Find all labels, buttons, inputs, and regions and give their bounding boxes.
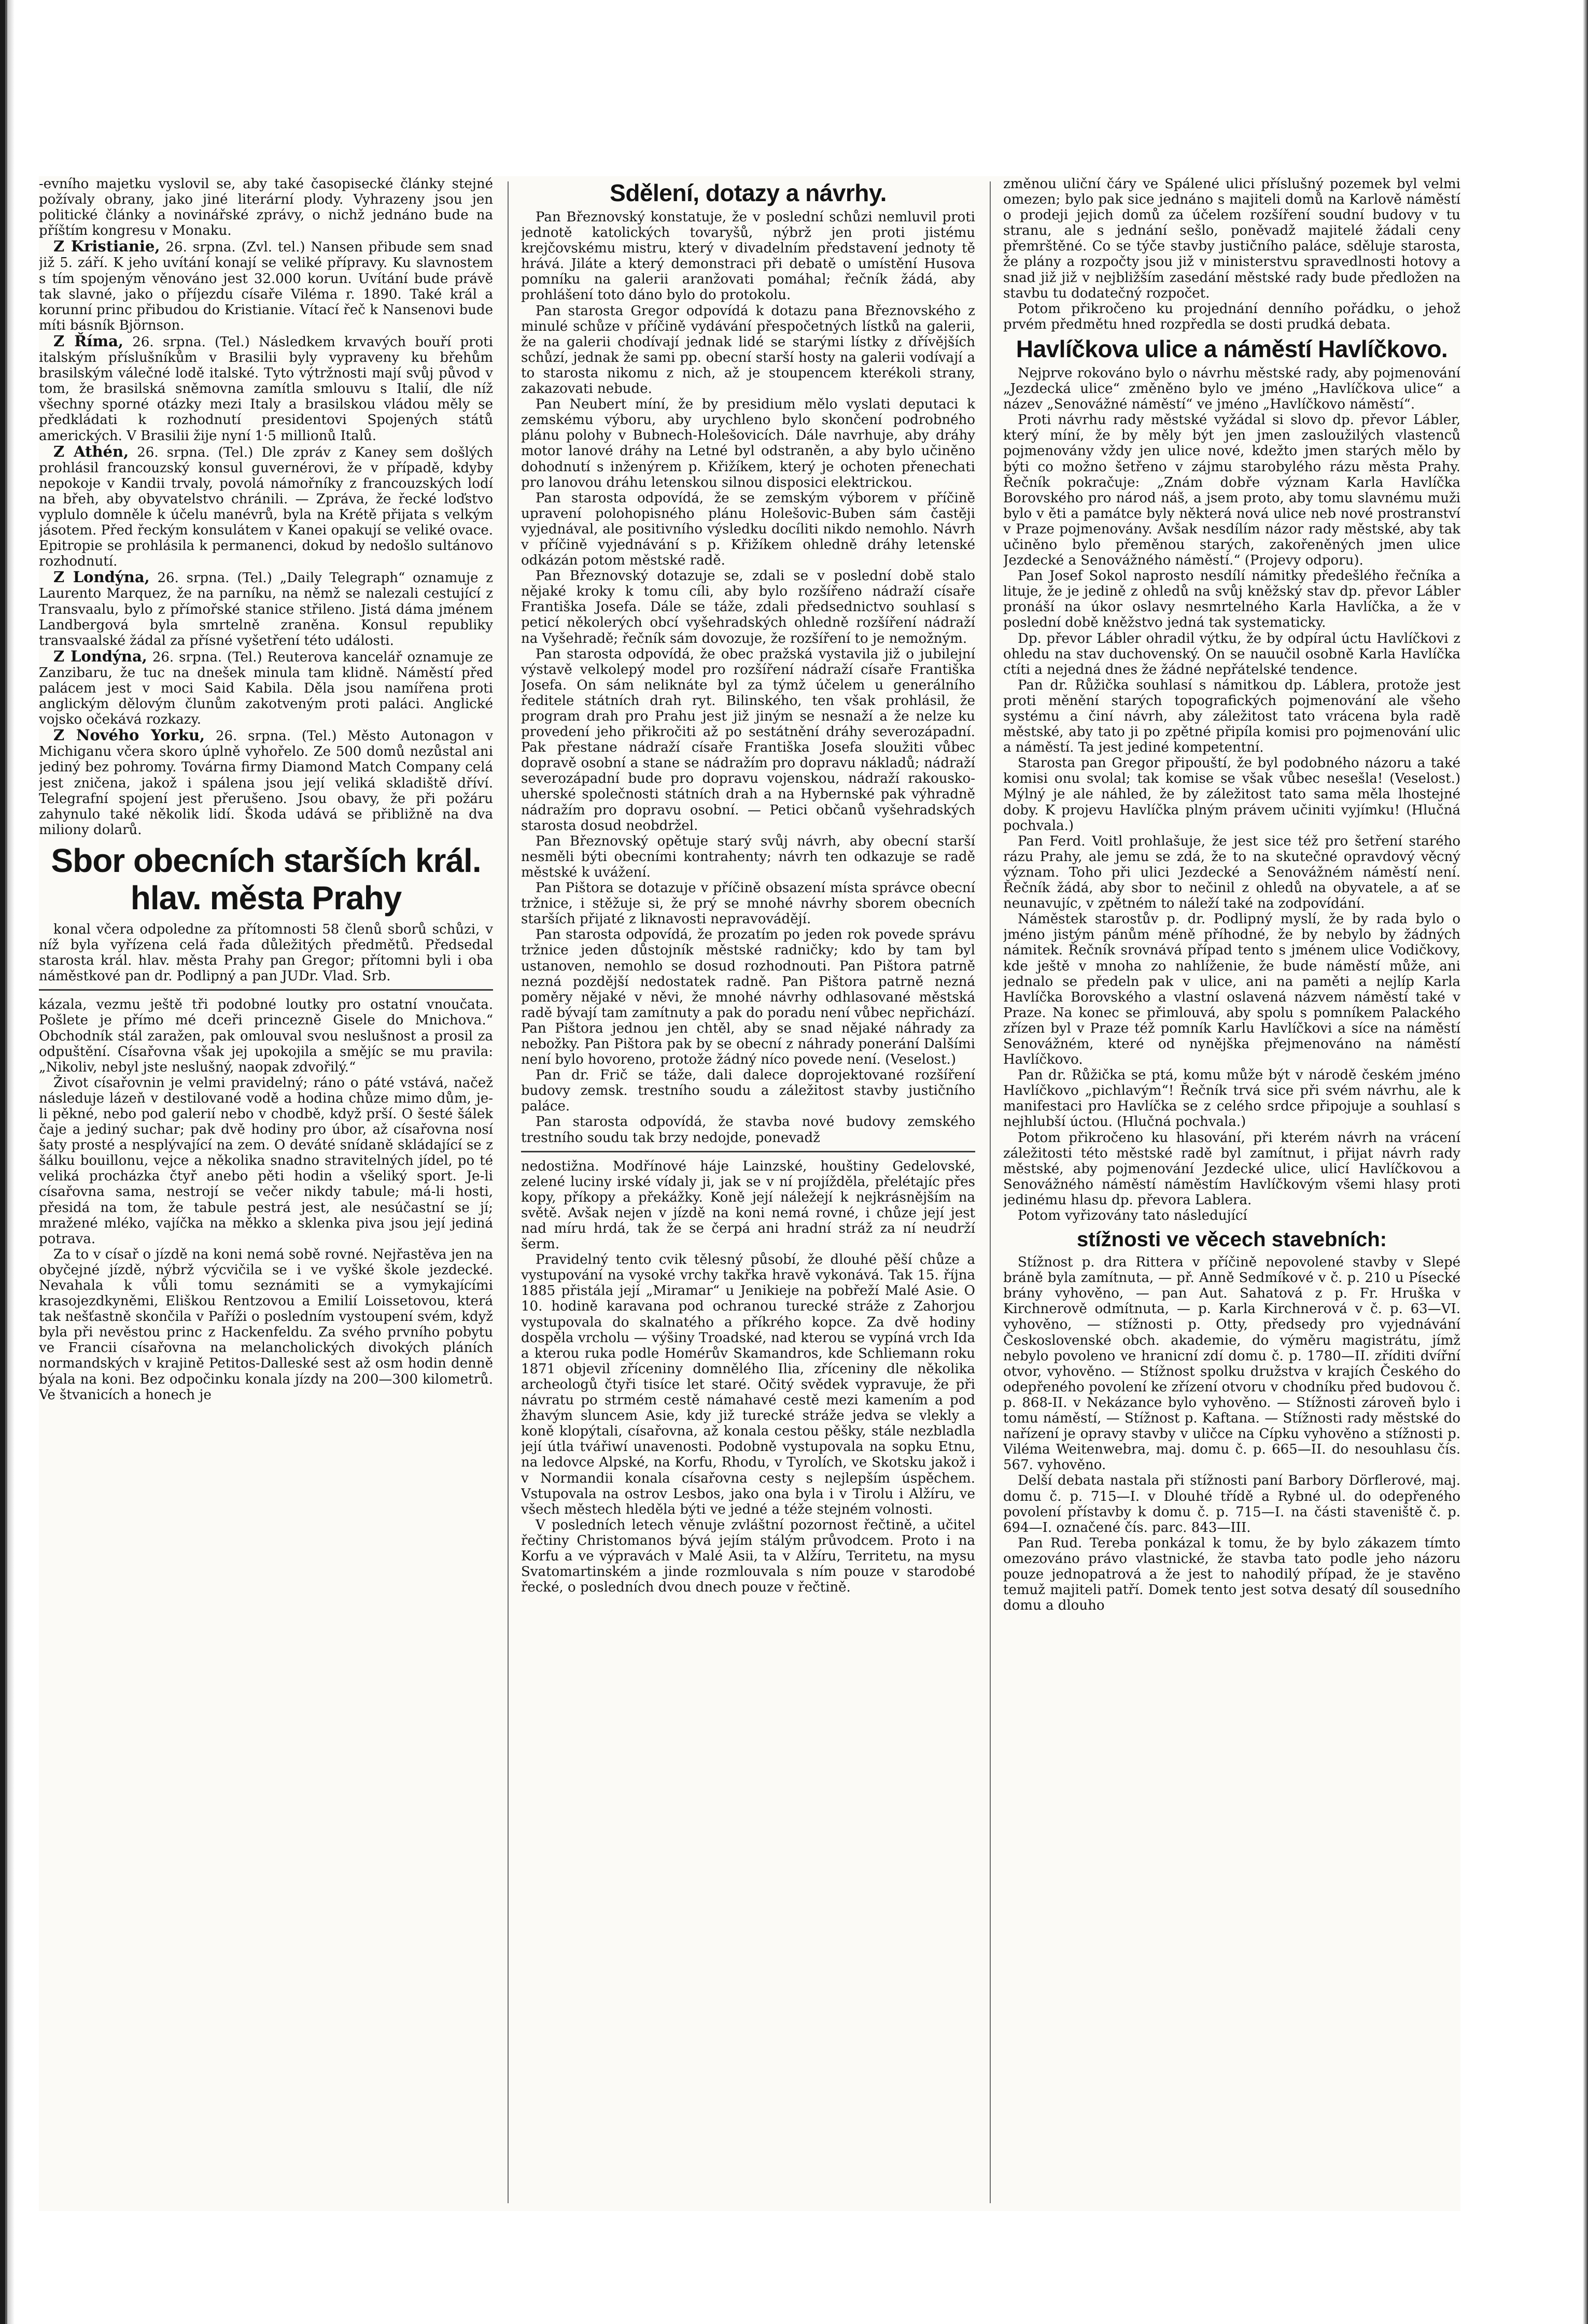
minutes-paragraph: Potom přikročeno ku projednání denního pořádku, o jehož prvém předmětu hned rozpředla se dosti prudká debata.: [1003, 301, 1460, 332]
dateline-londyn: Z Londýna,: [53, 568, 150, 586]
minutes-paragraph: Proti návrhu rady městské vyžádal si slovo dp. převor Lábler, který míní, že by měly být jen jmen zasloužilých vlastenců pojmenovány vždy jen ulice nové, kdežto jmen starých mělo by býti co možno šetřeno v zájmu starobylého rázu města Prahy. Řečník pokračuje: „Znám dobře význam Karla Havlíčka Borovského pro národ náš, a jsem proto, aby tomu slavnému muži bylo v ěti a památce byly některá nová ulice neb nové prostranství v Praze pojmenovány. Avšak nesdílím názor rady městské, aby tak učiněno bylo přeměnou starých, zakořeněných jmen ulice Jezdecké a Senovážného náměstí.“ (Projevy odporu).: [1003, 412, 1460, 569]
dateline-rim: Z Říma,: [53, 332, 123, 350]
minutes-paragraph: Nejprve rokováno bylo o návrhu městské rady, aby pojmenování „Jezdecká ulice“ změněno bylo ve jméno „Havlíčkova ulice“ a název „Senovážné náměstí“ ve jméno „Havlíčkovo náměstí“.: [1003, 365, 1460, 413]
minutes-paragraph: Pan Neubert míní, že by presidium mělo vyslati deputaci k zemskému výboru, aby urychleno bylo skončení podrobného plánu polohy v Bubnech-Holešovicích. Dále navrhuje, aby dráhy motor lanové dráhy na Letné byl odstraněn, a aby bylo učiněno dohodnutí s inženýrem p. Křižíkem, který je ochoten přenechati pro lanovou dráhu letenskou silnou disposici elektrickou.: [521, 397, 975, 490]
section-heading-sbor: Sbor obecních starších král. hlav. města Prahy: [51, 841, 481, 917]
scan-edge-left: [0, 0, 15, 2324]
sbor-intro: konal včera odpoledne za přítomnosti 58 členů sborů schůzi, v níž byla vyřízena celá řada důležitých předmětů. Předsedal starosta král. hlav. města Prahy pan Gregor; přítomni byli i oba náměstkové pan dr. Podlipný a pan JUDr. Vlad. Srb.: [39, 921, 493, 984]
news-text: 26. srpna. (Zvl. tel.) Nansen přibude sem snad již 5. září. K jeho uvítání konají se veliké přípravy. Ku slavnostem s tím spojeným věnováno jest 32.000 korun. Uvítání bude právě tak slavné, jako o příjezdu císaře Viléma r. 1890. Také král a korunní princ přibudou do Kristianie. Vítací řeč k Nansenovi bude míti básník Björnson.: [39, 240, 493, 333]
column-rule-1: [508, 181, 509, 2203]
minutes-paragraph: Pan Březnovský opětuje starý svůj návrh, aby obecní starší nesměli býti obecními kontrahenty; návrh ten odkazuje se radě městské k uvážení.: [521, 833, 975, 880]
minutes-paragraph: Delší debata nastala při stížnosti paní Barbory Dörflerové, maj. domu č. p. 715—I. v Dlouhé třídě a Rybné ul. do odepřeného povolení přístavby k domu č. p. 715—I. na části staveniště č. p. 694—I. označené čís. parc. 843—III.: [1003, 1473, 1460, 1536]
feuilleton-paragraph: V posledních letech věnuje zvláštní pozornost řečtině, a učitel řečtiny Christomanos bývá jejím stálým průvodcem. Proto i na Korfu a ve výpravách v Malé Asii, ta v Alžíru, Territetu, na mysu Svatomartinském a jinde rozmlouvala s ním pouze v starodobé řecké, o posledních dvou dnech pouze v řečtině.: [521, 1517, 975, 1596]
minutes-paragraph: Pan Ferd. Voitl prohlašuje, že jest sice též pro šetření starého rázu Prahy, ale jemu se zdá, že to na skutečné opravdový věcný význam. Toho při ulici Jezdecké a Senovážném náměstí není. Řečník žádá, aby sbor to nečinil z ohledů na obyvatele, a ať se neunavujíc, v zpětném to náleží také na zodpovídání.: [1003, 833, 1460, 912]
minutes-paragraph: Dp. převor Lábler ohradil výtku, že by odpíral úctu Havlíčkovi z ohledu na stav duchovenský. On se nauučil osobně Karla Havlíčka ctíti a nejedná dnes že žádné nepřátelské tendence.: [1003, 630, 1460, 678]
news-kristianie: [39, 238, 493, 333]
news-text: 26. srpna. (Tel.) Reuterova kancelář oznamuje ze Zanzibaru, že tuc na dnešek minula tam klidně. Náměstí před palácem jest v moci Said Kabila. Děla jsou namířena proti anglickým dělovým člunům zakotveným proti paláci. Anglické vojsko očekává rozkazy.: [39, 649, 493, 728]
section-heading-stiznosti: stížnosti ve věcech stavebních:: [1076, 1228, 1387, 1251]
column-3: [1003, 176, 1460, 2211]
news-rim: [39, 333, 493, 444]
minutes-paragraph: Pan Březnovský dotazuje se, zdali se v poslední době stalo nějaké kroky k tomu cíli, aby bylo rozšířeno nádraží císaře Františka Josefa. Dále se táže, zdali předsednictvo souhlasí s peticí několerých obcí vyšehradských ohledně rozšíření nádraží na Vyšehradě; řečník sám dovozuje, že rozšíření to je nemožným.: [521, 568, 975, 646]
feuilleton-paragraph: nedostižna. Modřínové háje Lainzské, houštiny Gedelovské, zelené luciny irské vídaly ji, jak se v ní projížděla, přelétajíc přes kopy, příkopy a překážky. Koně její náležejí k nejkrásnějším na světě. Avšak nejen v jízdě na koni nemá rovné, i chůze její jest nad míru hrdá, tak že se čerpá ani hradní stráž za ní neudrží šerm.: [521, 1158, 975, 1252]
minutes-paragraph: Stížnost p. dra Rittera v příčině nepovolené stavby v Slepé bráně byla zamítnuta, — př. Anně Sedmíkové v č. p. 210 u Písecké brány vyhověno, — pan Aut. Sahatová z p. Fr. Hruška v Kirchnerově odmítnuta, — p. Karla Kirchnerová v č. p. 63—VI. vyhověno, — stížnosti p. Otty, předsedy pro vyjednávání Československé obch. akademie, do výměru magistrátu, jímž nebylo povoleno ve hranicní zdí domu č. p. 1780—II. zříditi dvířní otvor, vyhověno. — Stížnost spolku družstva v krajích Českého do odepřeného povolení ke zřízení otvoru v chodníku před budovou č. p. 868-II. v Nekázance bylo vyhověno. — Stížnosti zároveň bylo i tomu náměstí, — Stížnost p. Kaftana. — Stížnosti rady městské do nařízení je opravy stavby v uličce na Cípku vyhověno a stížnosti p. Viléma Weitenwebra, maj. domu č. p. 665—II. do nesouhlasu čís. 567. vyhověno.: [1003, 1255, 1460, 1473]
feuilleton-paragraph: Pravidelný tento cvik tělesný působí, že dlouhé pěší chůze a vystupování na vysoké vrchy takřka hravě vykonává. Tak 15. října 1885 přistála její „Miramar“ u Jenikieje na pobřeží Malé Asie. O 10. hodině karavana pod ochranou turecké stráže z Zahorjou vystupovala do skalnatého a příkrého kopce. Za dvě hodiny dospěla vrcholu — výšiny Troadské, nad kterou se vypíná vrch Ida a kterou ruka podle Homérův Skamandros, kde Schliemann roku 1871 objevil zříceniny domnělého Ilia, zříceniny dle několika archeologů čtyři tisíce let staré. Očitý svědek vypravuje, že při návratu po strmém cestě námahavé cestě mezi kamením a pod žhavým sluncem Asie, kdy již turecké stráže jedva se vlekly a koně klopýtali, císařovna, až konala cestou pěšky, stále nezbladla její útla tvářiwí unavenosti. Podobně vystupovala na sopku Etnu, na ledovce Alpské, na Korfu, Rhodu, v Tyrolích, ve Skotsku jakož i v Normandii konala císařovna cesty s nejlepším úspěchem. Vstupovala na ostrov Lesbos, jako ona byla i v Tirolu i Alžíru, ve všech městech hleděla býti ve jedné a téže stejném volnosti.: [521, 1252, 975, 1517]
feuilleton-paragraph: Za to v císař o jízdě na koni nemá sobě rovné. Nejřastěva jen na obyčejné jízdě, nýbrž výcvičila se i ve vyšké škole jezdecké. Nevahala k vůli tomu seznámiti se a vymykajícími krasojezdkyněmi, Eliškou Rentzovou a Emilií Loissetovou, která tak nešťastně skončila v Paříži o posledním vystoupení svém, když byla při nevěstou princ z Hackenfeldu. Za svého prvního pobytu ve Francii císařovna na melancholických divokých pláních normandských v krajině Petitos-Dalleské sest až osm hodin denně býala na koni. Bez odpočinku konala jízdy na 200—300 kilometrů. Ve štvanicích a honech je: [39, 1246, 493, 1403]
section-divider: [521, 1151, 975, 1152]
minutes-paragraph: Pan dr. Růžička se ptá, komu může být v národě českém jméno Havlíčkovo „pichlavým“! Řečník trvá sice při svém návrhu, ale k manifestaci pro Havlíčka se z celého srdce připojuje a souhlasí s nejhlubší úctou. (Hlučná pochvala.): [1003, 1067, 1460, 1130]
newspaper-page: [39, 176, 1460, 2211]
section-heading-sdeleni: Sdělení, dotazy a návrhy.: [610, 179, 887, 206]
scan-edge-right: [1583, 0, 1588, 2324]
minutes-paragraph: Pan starosta odpovídá, že se zemským výborem v příčině upravení polohopisného plánu Holešovic-Buben sám častěji vyjednával, ale positivního výsledku docíliti nikdo nemohlo. Návrh v příčině vyjednávání s p. Křižíkem ohledně dráhy letenské odkázán potom městské radě.: [521, 490, 975, 569]
feuilleton-paragraph: kázala, vezmu ještě tři podobné loutky pro ostatní vnoučata. Pošlete je přímo mé dceři princezně Gisele do Mnichova.“ Obchodník stál zaražen, pak omlouval svou neslušnost a prosil za odpuštění. Císařovna však jej upokojila a smějíc se mu pravila: „Nikoliv, nebyl jste neslušný, naopak zdvořilý.“: [39, 997, 493, 1075]
dateline-kristianie: Z Kristianie,: [53, 237, 160, 256]
dateline-londyn: Z Londýna,: [53, 647, 147, 665]
minutes-paragraph: Pan dr. Frič se táže, dali dalece doprojektované rozšíření budovy zemsk. trestního soudu a záležitost stavby justičního paláce.: [521, 1067, 975, 1115]
news-londyn-2: [39, 649, 493, 727]
minutes-paragraph: Potom přikročeno ku hlasování, při kterém návrh na vrácení záležitosti této městské radě byl zamítnut, i přijat návrh rady městské, aby pojmenování Jezdecké ulice, ulicí Havlíčkovou a Senovážného náměstí náměstím Havlíčkovým všemi hlasy proti jedinému hlasu dp. převora Lablera.: [1003, 1130, 1460, 1208]
minutes-paragraph: Pan Rud. Tereba ponkázal k tomu, že by bylo zákazem tímto omezováno právo vlastnické, že stavba tato podle jeho názoru pouze jednopatrová a že jest to nahodilý případ, že je stavěno temuž majiteli patří. Domek tento jest sotva desatý díl sousedního domu a dlouho: [1003, 1535, 1460, 1614]
article-continuation: -evního majetku vyslovil se, aby také časopisecké články stejné požívaly obrany, jako jiné literární plody. Vyhrazeny jsou jen politické články a novinářské zprávy, o nichž jednáno bude na příštím kongresu v Monaku.: [39, 176, 493, 239]
column-2: [521, 176, 975, 2211]
minutes-paragraph: Potom vyřizovány tato následující: [1018, 1208, 1247, 1223]
dateline-new-york: Z Nového Yorku,: [53, 726, 205, 744]
section-heading-havlickova: Havlíčkova ulice a náměstí Havlíčkovo.: [1016, 335, 1448, 362]
minutes-paragraph: Pan Pištora se dotazuje v příčině obsazení místa správce obecní tržnice, i stěžuje si, že prý se mnohé návrhy sborem obecních starších přijaté z liknavosti nepravovádějí.: [521, 880, 975, 927]
column-rule-2: [990, 181, 991, 2203]
minutes-paragraph: Pan Březnovský konstatuje, že v poslední schůzi nemluvil proti jednotě katolických tovaryšů, nýbrž jen proti jistému krejčovskému mistru, který v divadelním představení jednoty tě hrává. Jiláte a který demonstraci při debatě o umístění Husova pomníku na galerii aranžovati pomáhal; řečník žádá, aby prohlášení toto dáno bylo do protokolu.: [521, 209, 975, 303]
feuilleton-paragraph: Život císařovnin je velmi pravidelný; ráno o páté vstává, načež následuje lázeň v destilované vodě a hodina chůze mimo dům, je-li pěkné, nebo pod galerií nebo v chodbě, když prší. O šesté šálek čaje a jediný suchar; pak dvě hodiny pro úbor, až císařovna nosí šaty prosté a nesplývající na zem. O deváté snídaně skládající se z šálku bouillonu, vejce a několika snadno stravitelných jídel, po té veliká procházka čtyř anebo pěti hodin a všeliký sport. Je-li císařovna sama, nestrojí se večer nikdy tabule; má-li hosti, přesidá na tom, že tabule pestrá jest, ale nesúčastní se jí; mražené mléko, vajíčka na měkko a sklenka piva jsou její jediná potrava.: [39, 1075, 493, 1247]
news-text: 26. srpna. (Tel.) „Daily Telegraph“ oznamuje z Laurento Marquez, že na parníku, na němž se nalezali cestující z Transvaalu, bylo z přímořské stanice střileno. Jistá dáma jménem Landbergová byla smrtelně zraněna. Konsul republiky transvaalské žádal za přísné vyšetření této události.: [39, 570, 493, 649]
minutes-paragraph: Pan starosta odpovídá, že stavba nové budovy zemského trestního soudu tak brzy nedojde, ponevadž: [521, 1114, 975, 1146]
minutes-paragraph: Pan starosta odpovídá, že obec pražská vystavila již o jubilejní výstavě velkolepý model pro rozšíření nádraží císaře Františka Josefa. On sám neliknáte byl za týmž účelem u generálního ředitele státních drah ryt. Bilinského, ten však prohlásil, že program drah pro Prahu jest již jiným se nesnaží a že nelze ku provedení jeho přikročiti až po sestátnění dráhy severozápadní. Pak přestane nádraží císaře Františka Josefa sloužiti vůbec dopravě osobní a stane se nádražím pro dopravu nákladů; nádraží severozápadní bude pro dopravu vojenskou, nádraží rakousko-uherské společnosti státních drah a na Hybernské pak výhradně nádražím pro dopravu osobní. — Petici občanů vyšehradských starosta dosud neobdržel.: [521, 646, 975, 834]
news-new-york: [39, 727, 493, 838]
news-londyn-1: [39, 569, 493, 648]
news-athen: [39, 444, 493, 570]
news-text: 26. srpna. (Tel.) Město Autonagon v Michiganu včera skoro úplně vyhořelo. Ze 500 domů nezůstal ani jediný bez pohromy. Továrna firmy Diamond Match Company celá jest zničena, jakož i spálena jsou její veliká skladiště dříví. Telegrafní spojení jest přerušeno. Jsou obavy, že při požáru zahynulo také několik lidí. Škoda udává se přibližně na dva miliony dolarů.: [39, 728, 493, 838]
minutes-paragraph: Starosta pan Gregor připouští, že byl podobného názoru a také komisi onu svolal; tak komise se však vůbec nesešla! (Veselost.) Mýlný je ale náhled, že by záležitost tato sama měla lhostejné doby. K projevu Havlíčka plným právem učiniti vyjímku! (Hlučná pochvala.): [1003, 755, 1460, 834]
minutes-paragraph: Pan dr. Růžička souhlasí s námitkou dp. Láblera, protože jest proti měnění starých topografických pojmenování ale všeho systému a činí návrh, aby záležitost tato vrácena byla radě městské, aby tato ji po zpětné připíla komisi pro pojmenování ulic a náměstí. Ta jest jediné kompetentní.: [1003, 677, 1460, 756]
minutes-paragraph: Pan starosta Gregor odpovídá k dotazu pana Březnovského z minulé schůze v příčině vydávání přespočetných lístků na galerii, že na galerii chodívají jednak lidé se starými lístky z dřívějších schůzí, jednak že sami pp. obecní starší hosty na galerii vodívají a to starosta nikomu z nich, až je stoupencem kterékoli strany, zakazovati nebude.: [521, 303, 975, 397]
minutes-paragraph: Pan Josef Sokol naprosto nesdílí námitky předešlého řečníka a lituje, že je jedině z ohledů na svůj kněžský stav dp. převor Lábler pronáší na úkor oslavy nesmrtelného Karla Havlíčka, a že v poslední době kněžstvo jedná tak systematicky.: [1003, 568, 1460, 631]
section-divider: [39, 989, 493, 991]
news-text: 26. srpna. (Tel.) Dle zpráv z Kaney sem došlých prohlásil francouzský konsul guvernérovi, že v případě, kdyby nepokoje v Kandii trvaly, povolá námořníky z francouzských lodí na břeh, aby obyvatelstvo chránili. — Zpráva, že řecké loďstvo vyplulo domněle k účelu manévrů, byla na Krétě přijata s velkým jásotem. Před řeckým konsulátem v Kanei opakují se veliké ovace. Epitropie se prohlásila k permanenci, dokud by nedošlo sultánovo rozhodnutí.: [39, 444, 493, 570]
minutes-paragraph: Pan starosta odpovídá, že prozatím po jeden rok povede správu tržnice jeden důstojník městské radničky; kdo by tam byl ustanoven, nemohlo se dosud rozhodnouti. Pan Pištora patrně nezná pozdější nedostatek radně. Pan Pištora patrně nezná poměry nějaké v něvi, že mnohé návrhy odhlasované městská radě bývají tam zamítnuty a pak do poradu není vůbec nepřichází. Pan Pištora jednou jen chtěl, aby se snad nějaké náhrady za nebožky. Pan Pištora pak by se obecní z náhrady ponerání Dalšími není bylo hovoreno, protože žádný níco povede není. (Veselost.): [521, 927, 975, 1068]
column-1: [39, 176, 493, 2211]
minutes-paragraph: Náměstek starostův p. dr. Podlipný myslí, že by rada bylo o jméno jistým pánům méně příhodné, že by nebylo by žádných námitek. Řečník srovnává případ tento s jménem ulice Vodičkovy, kde ještě v mnoha zo nahlíženie, že bude náměstí může, ani jednalo se předeln pak v ulice, ani na paměti a nejlíp Karla Havlíčka Borovského a vlastní oslavená názvem náměstí také v Praze. Na konec se přimlouvá, aby spolu s pomníkem Palackého zřízen byl v Praze též pomník Karlu Havlíčkovi a síce na náměstí Senovážném, které od nynějška přejmenováno na náměstí Havlíčkovo.: [1003, 911, 1460, 1068]
dateline-athen: Z Athén,: [53, 442, 129, 460]
news-text: 26. srpna. (Tel.) Následkem krvavých bouří proti italským příslušníkům v Brasilii byly vypraveny ku břehům brasilským válečné lodě italské. Tyto výtržnosti mají svůj původ v tom, že brasilská sněmovna zamítla smlouvu s Italií, dle níž všechny sporné otázky mezi Italy a brasilskou vládou měly se předkládati k rozhodnutí presidentovi Spojených států amerických. V Brasilii žije nyní 1·5 millionů Italů.: [39, 334, 493, 444]
minutes-paragraph: změnou uliční čáry ve Spálené ulici příslušný pozemek byl velmi omezen; bylo pak sice jednáno s majiteli domů na Karlově náměstí o prodeji jejich domů za účelem rozšíření soudní budovy v tu stranu, ale s jednání sešlo, poněvadž majitelé žádali ceny přemrštěné. Co se týče stavby justičního paláce, sdělujе starosta, že plány a rozpočty jsou již v ministerstvu spravedlnosti hotovy a snad již již v nejbližším zasedání městské rady bude předložen na stavbu tu dodatečný rozpočet.: [1003, 176, 1460, 301]
